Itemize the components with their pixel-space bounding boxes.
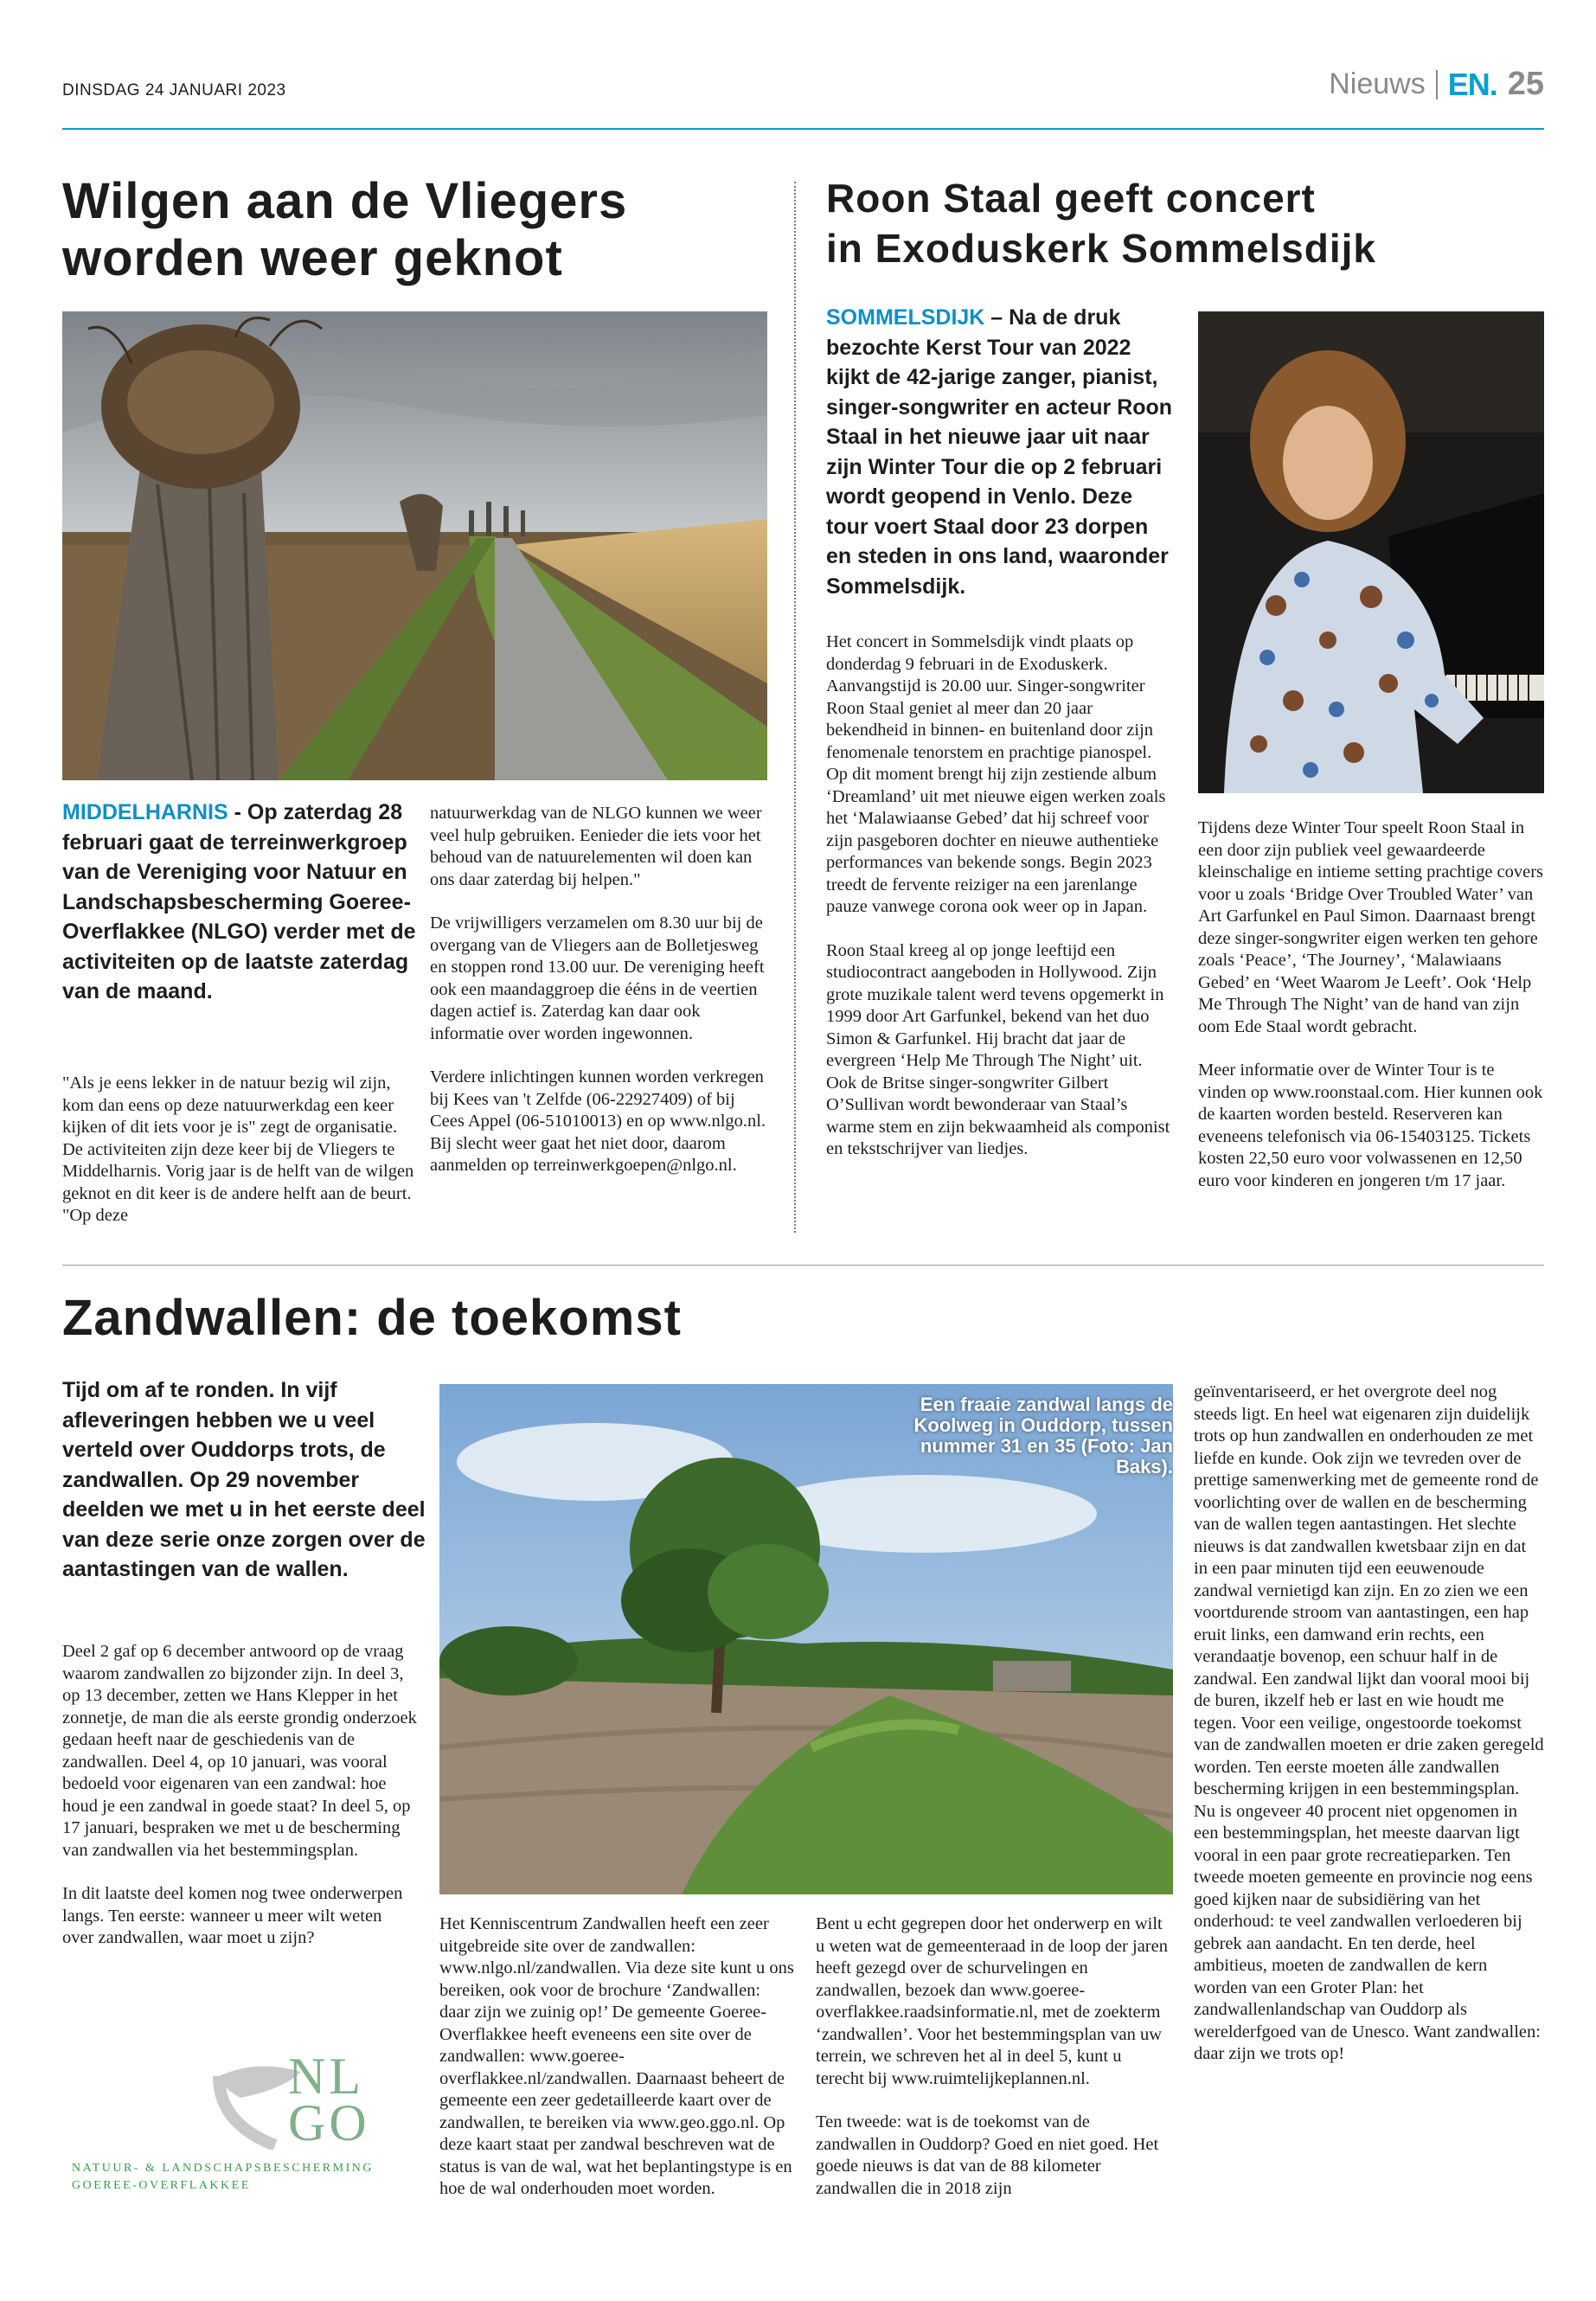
section-divider — [62, 1265, 1544, 1266]
column-divider — [794, 182, 796, 1233]
header-rule — [62, 128, 1544, 130]
willow-photo — [62, 311, 767, 780]
article-roon-lead: SOMMELSDIJK – Na de druk bezochte Kerst Tour van 2022 kijkt de 42-jarige zanger, pianist, singer-songwriter en acteur Roon Staal in het nieuwe jaar uit naar zijn Winter Tour die op 2 februari wordt geopend in Venlo. Deze tour voert Staal door 23 dorpen en steden in ons land, waaronder Sommelsdijk. — [826, 305, 1173, 599]
page-number: 25 — [1507, 66, 1544, 102]
article-roon-col1: Het concert in Sommelsdijk vindt plaats op donderdag 9 februari in de Exoduskerk. Aanvangstijd is 20.00 uur. Singer-songwriter Roon Staal geniet al meer dan 20 jaar bekendheid in binnen- en buitenland door zijn fenomenale tenorstem en prachtige pianospel. Op dit moment brengt hij zijn zestiende album ‘Dreamland’ uit met nieuwe eigen werken zoals het ‘Malawiaanse Gebed’ dat hij schreef voor zijn pasgeboren dochter en nieuwe authentieke performances van bekende songs. Begin 2023 treedt de fervente reiziger na een jarenlange pauze vanwege corona ook weer op in Japan. Roon Staal kreeg al op jonge leeftijd een studiocontract aangeboden in Hollywood. Zijn grote muzikale talent werd tevens opgemerkt in 1999 door Art Garfunkel, bekend van het duo Simon & Garfunkel. Hij bracht dat jaar de evergreen ‘Help Me Through The Night’ uit. Ook de Britse singer-songwriter Gilbert O’Sullivan wordt bewonderaar van Staal’s warme stem en zijn bekwaamheid als componist en tekstschrijver van liedjes. — [826, 632, 1170, 1158]
section-name: Nieuws — [1329, 67, 1426, 100]
article-wilgen-title: Wilgen aan de Vliegers worden weer geknot — [62, 173, 628, 286]
article-zandwallen-title: Zandwallen: de toekomst — [62, 1290, 682, 1346]
zandwal-photo — [439, 1384, 1173, 1894]
issue-date: DINSDAG 24 JANUARI 2023 — [62, 81, 286, 99]
article-roon-title: Roon Staal geeft concert in Exoduskerk Sommelsdijk — [826, 176, 1377, 271]
article-zandwallen-col1: Deel 2 gaf op 6 december antwoord op de vraag waarom zandwallen zo bijzonder zijn. In deel 3, op 13 december, zetten we Hans Klepper in het zonnetje, de man die als eerste grondig onderzoek gedaan heeft naar de geschiedenis van de zandwallen. Deel 4, op 10 januari, was vooral bedoeld voor eigenaren van een zandwal: hoe houd je een zandwal in goede staat? In deel 5, op 17 januari, bespraken we met u de bescherming van zandwallen via het bestemmingsplan. In dit laatste deel komen nog twee onderwerpen langs. Ten eerste: wanneer u meer wilt weten over zandwallen, waar moet u zijn? — [62, 1642, 417, 1947]
masthead — [1329, 66, 1544, 103]
photo-caption: Een fraaie zandwal langs de Koolweg in Ouddorp, tussen nummer 31 en 35 (Foto: Jan Baks). — [913, 1394, 1173, 1477]
article-wilgen-col2: natuurwerkdag van de NLGO kunnen we weer veel hulp gebruiken. Eenieder die iets voor het behoud van de natuurelementen wil doen kan ons daar zaterdag bij helpen." De vrijwilligers verzamelen om 8.30 uur bij de overgang van de Vliegers aan de Bolletjesweg en stoppen rond 13.00 uur. De vereniging heeft ook een maandaggroep die ééns in de veertien dagen actief is. Zaterdag kan daar ook informatie over worden ingewonnen. Verdere inlichtingen kunnen worden verkregen bij Kees van 't Zelfde (06-22927409) of bij Cees Appel (06-51010013) en op www.nlgo.nl. Bij slecht weer gaat het niet door, daarom aanmelden op terreinwerkgoepen@nlgo.nl. — [430, 804, 766, 1175]
nlgo-logo — [67, 2048, 396, 2202]
article-wilgen-lead: MIDDELHARNIS - Op zaterdag 28 februari gaat de terreinwerkgroep van de Vereniging voor Natuur en Landschapsbescherming Goeree-Overflakkee (NLGO) verder met de activiteiten op de laatste zaterdag van de maand. — [62, 800, 416, 1003]
roon-staal-photo — [1198, 311, 1544, 793]
newspaper-logo: EN. — [1447, 66, 1497, 102]
nlgo-tagline: NATUUR- & LANDSCHAPSBESCHERMING GOEREE-OVERFLAKKEE — [72, 2162, 374, 2192]
article-wilgen-col1: "Als je eens lekker in de natuur bezig wil zijn, kom dan eens op deze natuurwerkdag een keer kijken of dit iets voor je is" zegt de organisatie. De activiteiten zijn deze keer bij de Vliegers te Middelharnis. Vorig jaar is de helft van de wilgen geknot en dit keer is de andere helft aan de beurt. "Op deze — [62, 1074, 414, 1225]
article-zandwallen-col4: geïnventariseerd, er het overgrote deel nog steeds ligt. En heel wat eigenaren zijn duidelijk trots op hun zandwallen en onderhouden ze met liefde en kunde. Ook zijn we tevreden over de prettige samenwerking met de gemeente rond de voorlichting over de wallen en de bescherming van de wallen tegen aantastingen. Het slechte nieuws is dat zandwallen kwetsbaar zijn en dat in een paar minuten tijd een eeuwenoude zandwal vernietigd kan zijn. En zo zien we een voortdurende stroom van aantastingen, een hap eruit links, een damwand erin rechts, een verandaatje bovenop, een schuur half in de zandwal. Een zandwal lijkt dan vooral mooi bij de buren, ikzelf heb er last en wie houdt me tegen. Voor een veilige, ongestoorde toekomst van de zandwallen moeten er drie zaken geregeld worden. Ten eerste moeten álle zandwallen bescherming krijgen in een bestemmingsplan. Nu is ongeveer 40 procent niet opgenomen in een bestemmingsplan, het meeste daarvan ligt vooral in een paar grote recreatieparken. Ten tweede moeten gemeente en provincie nog eens goed kijken naar de subsidiëring van het onderhoud: te veel zandwallen verloederen bij gebrek aan aandacht. En ten derde, heel ambitieus, moeten de zandwallen de kern worden van een Groter Plan: het zandwallenlandschap van Ouddorp als werelderfgoed van de Unesco. Want zandwallen: daar zijn we trots op! — [1194, 1382, 1544, 2063]
nlgo-logo-letters: NL GO — [288, 2048, 370, 2151]
article-roon-col2: Tijdens deze Winter Tour speelt Roon Staal in een door zijn publiek veel gewaardeerde kleinschalige en intieme setting prachtige covers voor u zoals ‘Bridge Over Troubled Water’ van Art Garfunkel en Paul Simon. Daarnaast brengt deze singer-songwriter eigen werken ten gehore zoals ‘Peace’, ‘The Journey’, ‘Malawiaans Gebed’ en ‘Weet Waarom Je Leeft’. Ook ‘Help Me Through The Night’ van de hand van zijn oom Ede Staal wordt gebracht. Meer informatie over de Winter Tour is te vinden op www.roonstaal.com. Hier kunnen ook de kaarten worden besteld. Reserveren kan eveneens telefonisch via 06-15403125. Tickets kosten 22,50 euro voor volwassenen en 12,50 euro voor kinderen en jongeren t/m 17 jaar. — [1198, 818, 1544, 1190]
article-zandwallen-col2: Het Kenniscentrum Zandwallen heeft een zeer uitgebreide site over de zandwallen: www.nlgo.nl/zandwallen. Via deze site kunt u ons bereiken, ook voor de brochure ‘Zandwallen: daar zijn we zuinig op!’ De gemeente Goeree-Overflakkee heeft eveneens een site over de zandwallen: www.goeree-overflakkee.nl/zandwallen. Daarnaast beheert de gemeente een zeer gedetailleerde kaart over de zandwallen, te bereiken via www.geo.ggo.nl. Op deze kaart staat per zandwal beschreven wat de status is van de wal, wat het beplantingstype is en hoe de wal onderhouden moet worden. — [439, 1914, 794, 2198]
masthead-divider — [1436, 70, 1438, 99]
article-zandwallen-lead: Tijd om af te ronden. In vijf afleveringen hebben we u veel verteld over Ouddorps trots, de zandwallen. Op 29 november deelden we met u in het eerste deel van deze serie onze zorgen over de aantastingen van de wallen. — [62, 1378, 426, 1581]
article-zandwallen-col3: Bent u echt gegrepen door het onderwerp en wilt u weten wat de gemeenteraad in de loop der jaren heeft gezegd over de schurvelingen en zandwallen, bezoek dan www.goeree-overflakkee.raadsinformatie.nl, met de zoekterm ‘zandwallen’. Voor het bestemmingsplan van uw terrein, we schreven het al in deel 5, kunt u terecht bij www.ruimtelijkeplannen.nl. Ten tweede: wat is de toekomst van de zandwallen in Ouddorp? Goed en niet goed. Het goede nieuws is dat van de 88 kilometer zandwallen die in 2018 zijn — [816, 1914, 1168, 2198]
